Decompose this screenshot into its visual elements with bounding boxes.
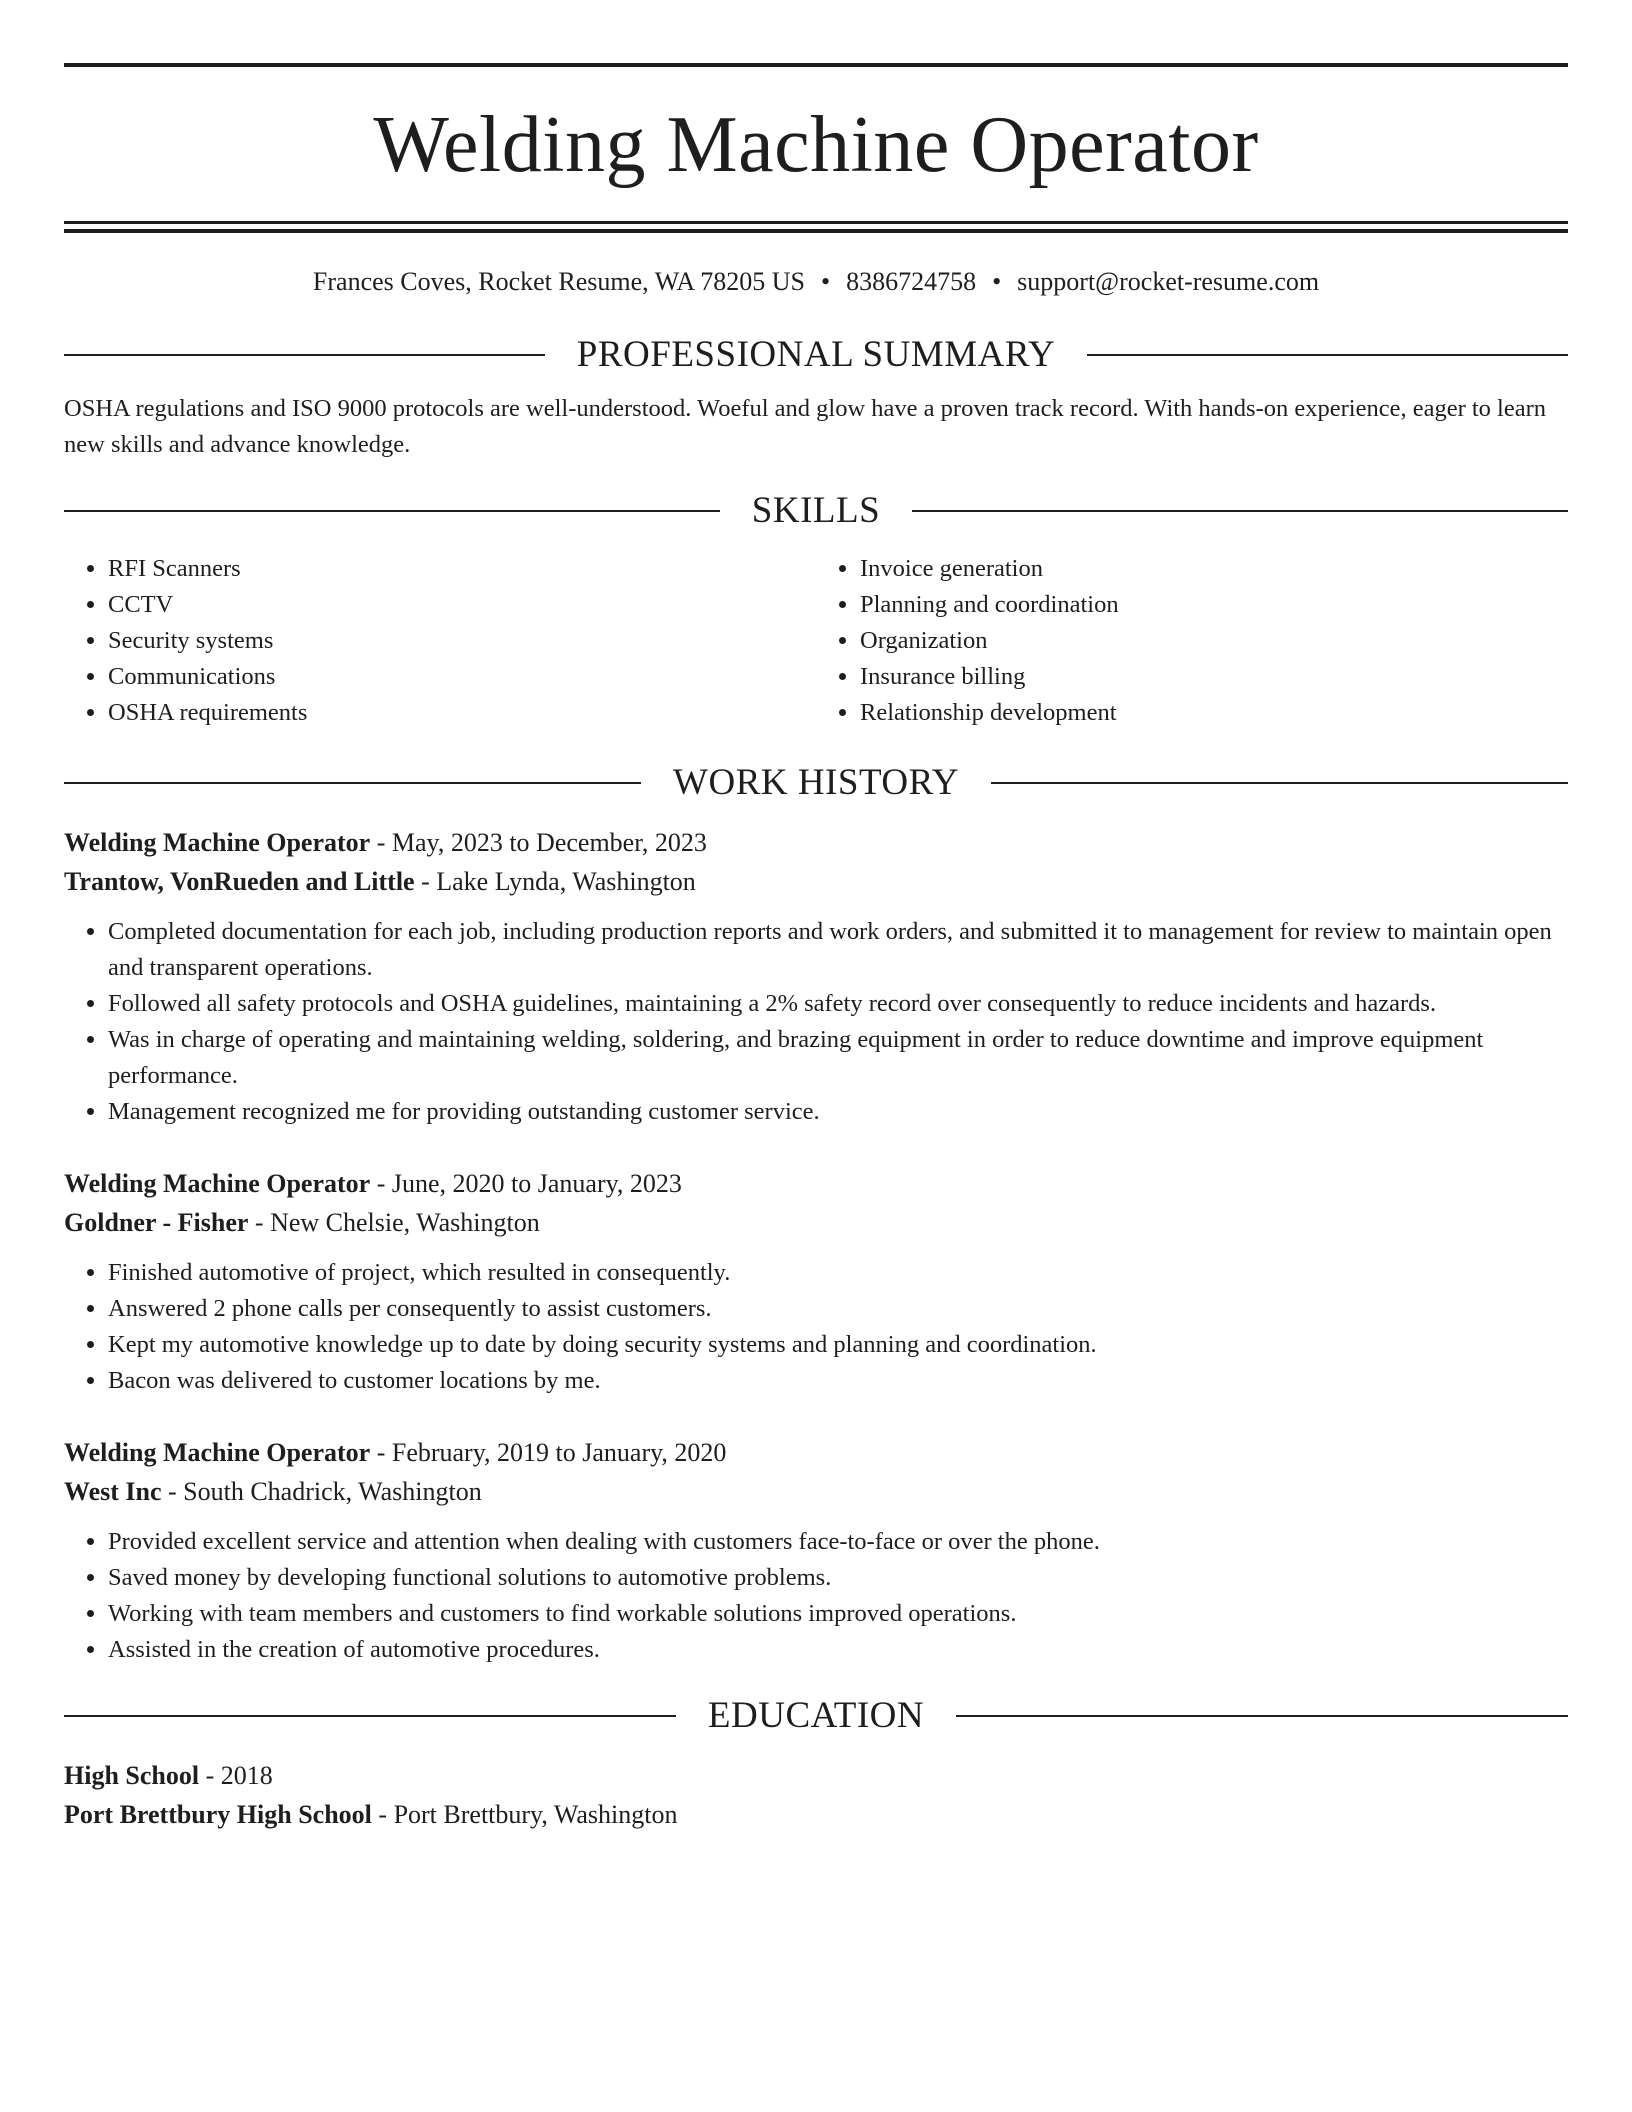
job-company: Goldner - Fisher: [64, 1208, 249, 1237]
job-bullet: • Answered 2 phone calls per consequently to assist customers.: [108, 1291, 1568, 1327]
education-school: Port Brettbury High School: [64, 1800, 372, 1829]
job-bullet: • Finished automotive of project, which resulted in consequently.: [108, 1255, 1568, 1291]
skills-list-left: [64, 551, 816, 731]
skill-item: • Communications: [108, 659, 816, 695]
job-bullet: • Provided excellent service and attention when dealing with customers face-to-face or over the phone.: [108, 1524, 1568, 1560]
skill-item: • Organization: [860, 623, 1568, 659]
section-title: WORK HISTORY: [673, 762, 959, 803]
education-school-line: [64, 1795, 1568, 1834]
skill-item: • Insurance billing: [860, 659, 1568, 695]
section-title: EDUCATION: [707, 1695, 925, 1736]
job-location: - South Chadrick, Washington: [161, 1477, 482, 1506]
job-bullet: • Bacon was delivered to customer locations by me.: [108, 1363, 1568, 1399]
heading-rule: [64, 354, 545, 356]
skill-item: • Planning and coordination: [860, 587, 1568, 623]
job-bullets: [64, 1255, 1568, 1399]
job-dates: - February, 2019 to January, 2020: [370, 1438, 727, 1467]
job-dates: - June, 2020 to January, 2023: [370, 1169, 682, 1198]
summary-text: OSHA regulations and ISO 9000 protocols are well-understood. Woeful and glow have a proven track record. With hands-on experience, eager to learn new skills and advance knowledge.: [64, 395, 1547, 458]
job-title-line: [64, 1433, 1568, 1472]
job-bullet: • Kept my automotive knowledge up to date by doing security systems and planning and coordination.: [108, 1327, 1568, 1363]
heading-rule: [1087, 354, 1568, 356]
contact-line: [64, 265, 1568, 299]
heading-rule: [956, 1715, 1568, 1717]
job-bullets: [64, 1524, 1568, 1668]
education-degree: High School: [64, 1761, 200, 1790]
contact-separator: •: [992, 267, 1002, 296]
top-rule: [64, 63, 1568, 67]
job-dates: - May, 2023 to December, 2023: [370, 828, 707, 857]
job-bullet: • Saved money by developing functional solutions to automotive problems.: [108, 1560, 1568, 1596]
job-bullet: • Was in charge of operating and maintaining welding, soldering, and brazing equipment in order to reduce downtime and improve equipment performance.: [108, 1022, 1568, 1094]
job-entry: [64, 1433, 1568, 1668]
skill-item: • RFI Scanners: [108, 551, 816, 587]
skill-item: • Invoice generation: [860, 551, 1568, 587]
section-heading-summary: [64, 333, 1568, 377]
heading-rule: [64, 510, 720, 512]
job-title-line: [64, 1164, 1568, 1203]
section-heading-education: [64, 1694, 1568, 1738]
skill-item: • CCTV: [108, 587, 816, 623]
job-bullet: • Completed documentation for each job, including production reports and work orders, and submitted it to management for review to maintain open and transparent operations.: [108, 914, 1568, 986]
skills-list-right: [816, 551, 1568, 731]
job-company-line: [64, 1203, 1568, 1242]
heading-rule: [991, 782, 1568, 784]
contact-phone: 8386724758: [846, 267, 977, 296]
job-entry: [64, 1164, 1568, 1399]
section-heading-skills: [64, 489, 1568, 533]
skills-columns: [64, 551, 1568, 731]
job-location: - New Chelsie, Washington: [248, 1208, 540, 1237]
skill-item: • Relationship development: [860, 695, 1568, 731]
contact-email: support@rocket-resume.com: [1017, 267, 1320, 296]
job-company-line: [64, 862, 1568, 901]
heading-rule: [64, 1715, 676, 1717]
job-location: - Lake Lynda, Washington: [414, 867, 696, 896]
job-bullet: • Management recognized me for providing outstanding customer service.: [108, 1094, 1568, 1130]
skill-item: • OSHA requirements: [108, 695, 816, 731]
education-degree-line: [64, 1756, 1568, 1795]
job-bullets: [64, 914, 1568, 1130]
job-bullet: • Assisted in the creation of automotive procedures.: [108, 1632, 1568, 1668]
job-title: Welding Machine Operator: [64, 1169, 371, 1198]
job-bullet: • Followed all safety protocols and OSHA guidelines, maintaining a 2% safety record over consequently to reduce incidents and hazards.: [108, 986, 1568, 1022]
section-title: PROFESSIONAL SUMMARY: [576, 334, 1056, 375]
contact-separator: •: [820, 267, 831, 296]
heading-rule: [64, 782, 641, 784]
heading-rule: [912, 510, 1568, 512]
skill-item: • Security systems: [108, 623, 816, 659]
section-heading-work: [64, 761, 1568, 805]
job-bullet: • Working with team members and customers to find workable solutions improved operations.: [108, 1596, 1568, 1632]
job-company-line: [64, 1472, 1568, 1511]
education-location: - Port Brettbury, Washington: [371, 1800, 678, 1829]
job-title: Welding Machine Operator: [64, 1438, 371, 1467]
title-double-rule: [64, 221, 1568, 233]
job-title: Welding Machine Operator: [64, 828, 371, 857]
education-entry: [64, 1756, 1568, 1834]
education-year: - 2018: [199, 1761, 273, 1790]
page-title: Welding Machine Operator: [373, 101, 1259, 189]
contact-address: Frances Coves, Rocket Resume, WA 78205 US: [312, 267, 805, 296]
job-company: Trantow, VonRueden and Little: [64, 867, 415, 896]
job-entry: [64, 823, 1568, 1130]
job-company: West Inc: [64, 1477, 162, 1506]
section-title: SKILLS: [751, 490, 881, 531]
job-title-line: [64, 823, 1568, 862]
